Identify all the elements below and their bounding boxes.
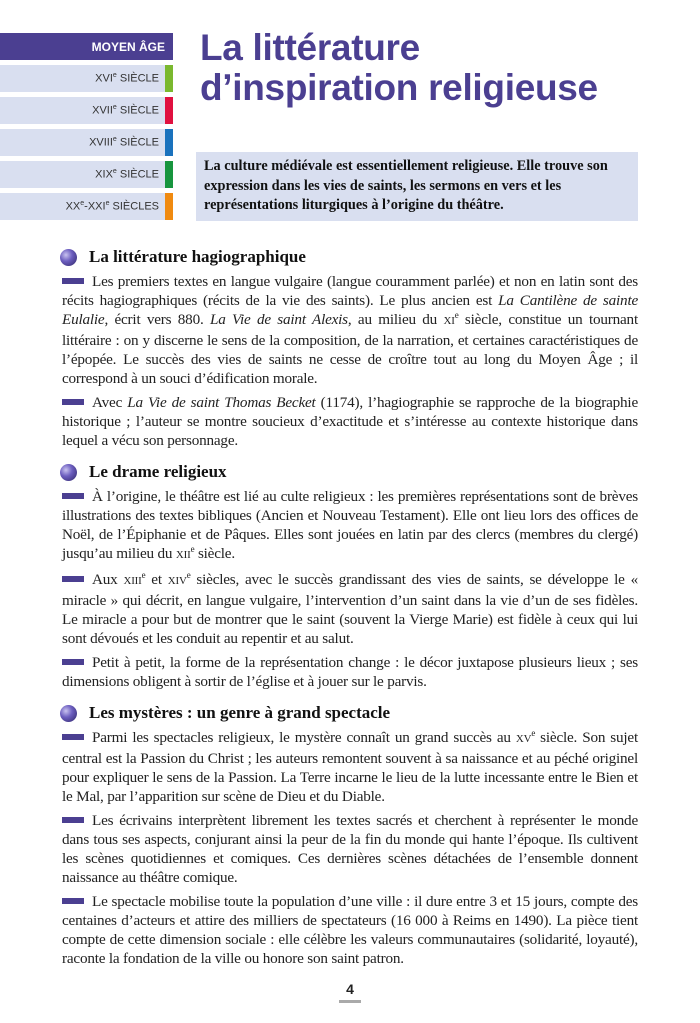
paragraph-marker-icon: [62, 898, 84, 904]
bullet-sphere-icon: [60, 249, 77, 266]
paragraph: [62, 728, 638, 806]
title-line-1: La littérature: [200, 27, 420, 68]
superscript: e: [186, 569, 191, 580]
page-footer: [62, 980, 638, 1003]
text-run: Parmi les spectacles religieux, le mystère connaît un grand succès au: [92, 729, 516, 746]
text-run: SIÈCLE: [116, 104, 159, 117]
title-line-2: d’inspiration religieuse: [200, 67, 598, 108]
section-heading: [60, 701, 638, 725]
text-run: SIÈCLE: [116, 72, 159, 85]
text-run: siècle. Son sujet central est la Passion du Christ ; les auteurs remontent souvent à sa naissance et au péché originel pour expliquer le sens de la Passion. La Terre incarne le lieu de la lutte incessante entre le Bien et le Mal, par l’apparition sur scène de Dieu et du Diable.: [62, 729, 638, 805]
superscript: e: [80, 200, 85, 208]
text-run: Petit à petit, la forme de la représentation change : le décor juxtapose plusieurs lieux ; ses dimensions obligent à sortir de l’église et à jouer sur le parvis.: [62, 654, 638, 690]
paragraph: [62, 272, 638, 388]
text-run: XVII: [92, 104, 113, 117]
superscript: e: [454, 309, 459, 320]
article-body: [62, 0, 638, 1023]
section-heading: [60, 245, 638, 269]
text-run: Aux: [92, 571, 124, 588]
roman-numeral: XI: [443, 315, 455, 327]
text-run: MOYEN ÂGE: [91, 39, 165, 54]
superscript: e: [105, 200, 110, 208]
paragraph-marker-icon: [62, 817, 84, 823]
text-run: SIÈCLE: [116, 168, 159, 181]
superscript: e: [112, 72, 117, 80]
text-run: , écrit vers 880.: [104, 311, 210, 328]
paragraph: [62, 393, 638, 450]
text-run: -XXI: [84, 200, 106, 213]
text-run: siècle.: [194, 545, 235, 562]
superscript: e: [112, 168, 117, 176]
paragraph: [62, 570, 638, 648]
paragraph-marker-icon: [62, 493, 84, 499]
text-run: XVIII: [89, 136, 113, 149]
text-run: À l’origine, le théâtre est lié au culte religieux : les premières représentations sont de brèves illustrations des textes bibliques (Ancien et Nouveau Testament). Elle ont lieu lors des offices de Noël, de l’Épiphanie et de Pâques. Elles sont jouées en latin par des clercs (membres du clergé) jusqu’au milieu du: [62, 488, 638, 562]
roman-numeral: XII: [175, 549, 191, 561]
text-run: XIX: [95, 168, 113, 181]
text-run: SIÈCLE: [116, 136, 159, 149]
intro-box: La culture médiévale est essentiellement religieuse. Elle trouve son expression dans les vies de saints, les sermons en vers et les représentations liturgiques à l’origine du théâtre.: [196, 152, 638, 221]
text-run: Les écrivains interprètent librement les textes sacrés et cherchent à représenter le monde dans tous ses aspects, conjurant ainsi la peur de la fin du monde qui hante l’époque. Ils cultivent les scènes quotidiennes et comiques. Ces dernières scènes détachées de l’ensemble donnent naissance au théâtre comique.: [62, 812, 638, 886]
paragraph: [62, 653, 638, 691]
bullet-sphere-icon: [60, 464, 77, 481]
section: [62, 245, 638, 450]
italic-title: La Cantilène de sainte Eulalie: [62, 292, 638, 328]
page-number: 4: [346, 981, 354, 997]
paragraph-marker-icon: [62, 659, 84, 665]
section-heading: [60, 460, 638, 484]
section-heading-text: La littérature hagiographique: [89, 247, 306, 266]
superscript: e: [112, 136, 117, 144]
section-heading-text: Le drame religieux: [89, 462, 227, 481]
text-run: SIÈCLES: [109, 200, 159, 213]
bullet-sphere-icon: [60, 705, 77, 722]
text-run: Avec: [92, 394, 128, 411]
paragraph-marker-icon: [62, 576, 84, 582]
paragraph-marker-icon: [62, 278, 84, 284]
text-run: Les premiers textes en langue vulgaire (langue couramment parlée) et non en latin sont des récits hagiographiques (récits de la vie des saints). Le plus ancien est: [62, 273, 638, 309]
section: [62, 701, 638, 968]
italic-title: La Vie de saint Thomas Becket: [127, 394, 316, 411]
superscript: e: [112, 104, 117, 112]
paragraph: [62, 487, 638, 565]
text-run: Le spectacle mobilise toute la population d’une ville : il dure entre 3 et 15 jours, compte des centaines d’acteurs et attire des milliers de spectateurs (16 000 à Reims en 1490). La pièce tient compte de cette dimension sociale : elle célèbre les valeurs communautaires (solidarité, loyauté), raconte la fondation de la ville ou honore son saint patron.: [62, 893, 638, 967]
sections: [62, 245, 638, 968]
superscript: e: [531, 727, 536, 738]
section-heading-text: Les mystères : un genre à grand spectacle: [89, 703, 391, 722]
italic-title: La Vie de saint Alexis: [209, 311, 348, 328]
roman-numeral: XIV: [167, 575, 187, 587]
text-run: , au milieu du: [347, 311, 444, 328]
paragraph-marker-icon: [62, 734, 84, 740]
section: [62, 460, 638, 691]
roman-numeral: XIII: [123, 575, 142, 587]
paragraph: [62, 811, 638, 887]
paragraph-marker-icon: [62, 399, 84, 405]
text-run: XVI: [95, 72, 113, 85]
paragraph: [62, 892, 638, 968]
superscript: e: [141, 569, 146, 580]
page-number-underline: [339, 1000, 361, 1003]
text-run: XX: [65, 200, 81, 213]
text-run: et: [145, 571, 168, 588]
text-run: siècles, avec le succès grandissant des vies de saints, se développe le « miracle » qui décrit, en langue vulgaire, l’intervention d’un saint dans la vie d’un de ses fidèles. Le miracle a pour but de montrer que le saint (souvent la Vierge Marie) est fidèle à ceux qui lui sont dévoués et les conduit au repentir et au salut.: [62, 571, 638, 647]
roman-numeral: XV: [515, 733, 532, 745]
text-run: siècle, constitue un tournant littéraire : on y discerne le sens de la composition, de la narration, et certaines caractéristiques de l’épopée. Le succès des vies de saints ne cesse de croître tout au long du Moyen Âge ; il correspond à un souci d’édification morale.: [62, 311, 638, 387]
text-run: (1174), l’hagiographie se rapproche de la biographie historique ; l’auteur se montre soucieux d’exactitude et s’intéresse au contexte historique dans lequel a vécu son personnage.: [62, 394, 638, 449]
superscript: e: [190, 543, 195, 554]
